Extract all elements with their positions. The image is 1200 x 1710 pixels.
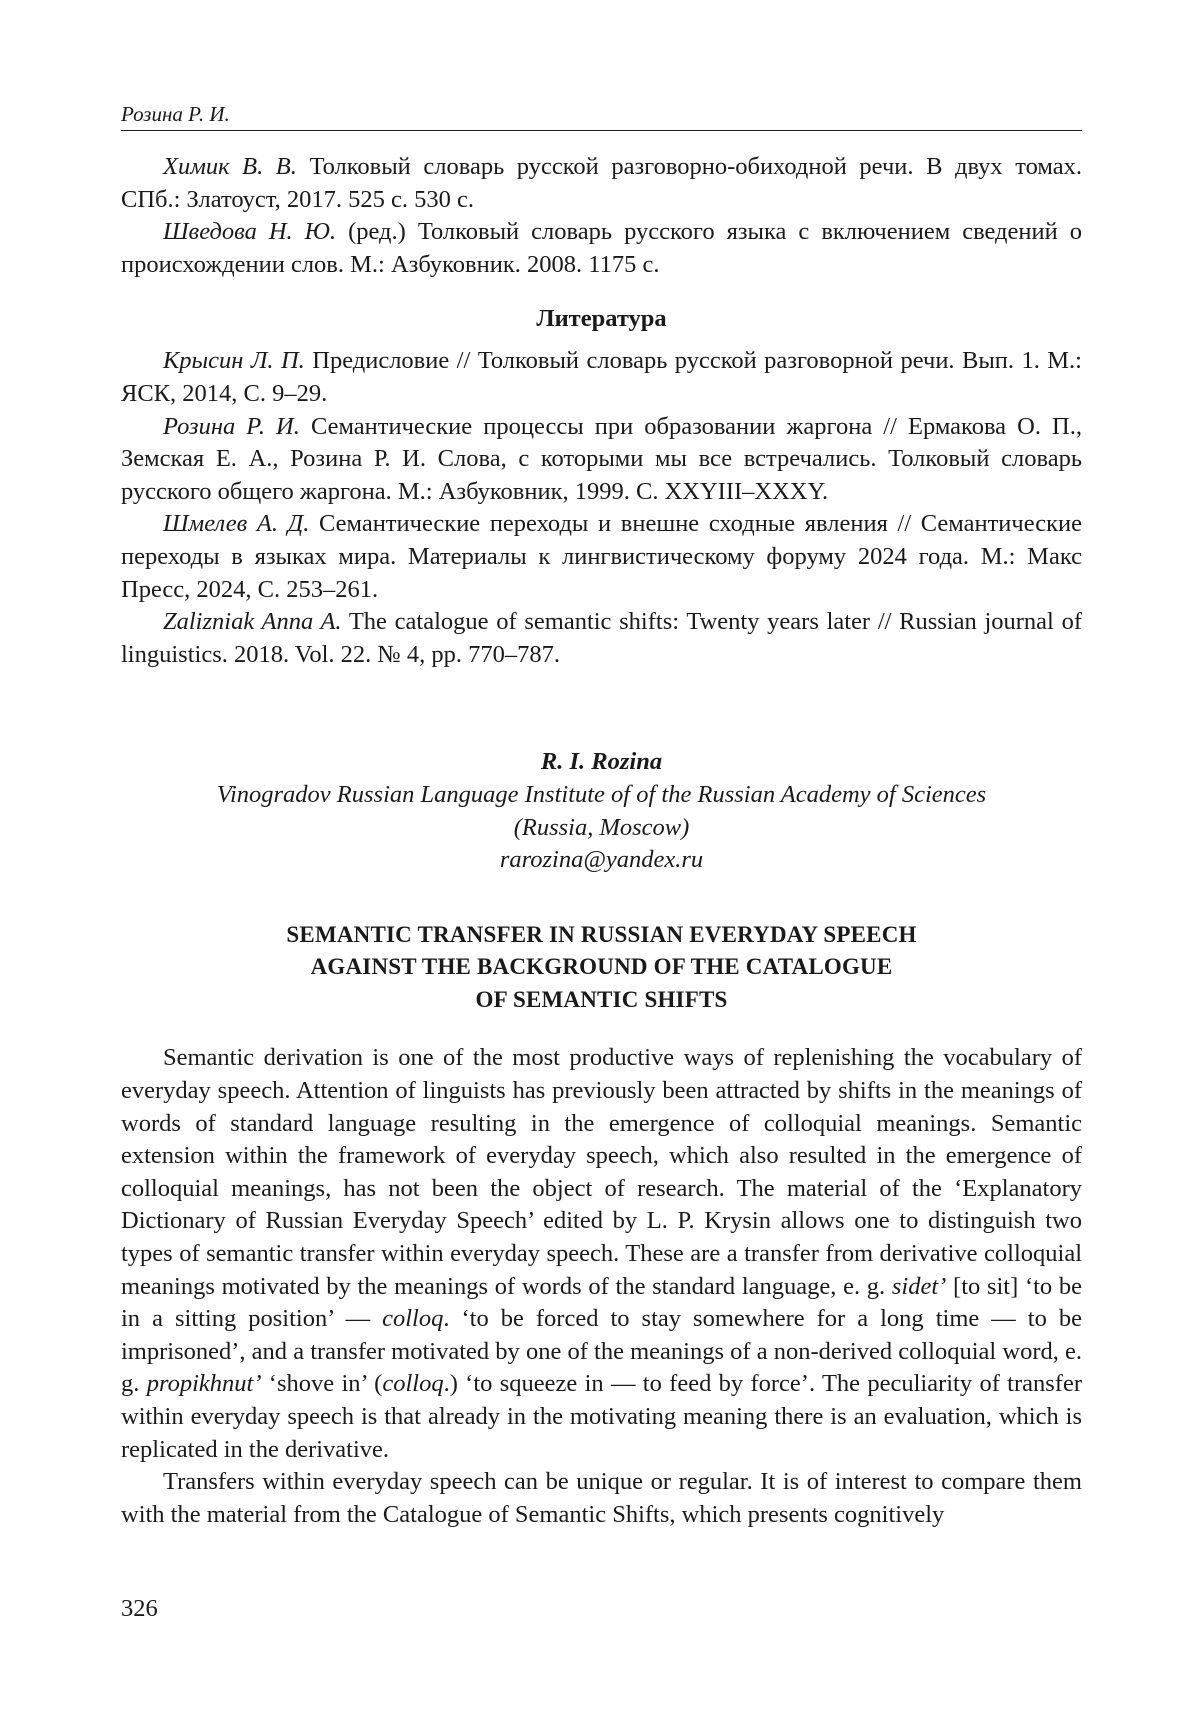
author-block: [121, 746, 1082, 876]
entry-author: Шведова Н. Ю.: [163, 218, 337, 246]
entry-text: (ред.) Толковый словарь русского языка с включением сведений о происхождении слов. М.: Азбуковник. 2008. 1175 с.: [121, 218, 1082, 278]
title-line: OF SEMANTIC SHIFTS: [475, 986, 728, 1012]
entry-author: Zalizniak Anna A.: [163, 608, 342, 636]
entry-text: Семантические переходы и внешне сходные явления // Семантические переходы в языках мира. Материалы к лингвистическому форуму 2024 года. М.: Макс Пресс, 2024, С. 253–261.: [121, 510, 1082, 603]
abstract-paragraph: Transfers within everyday speech can be unique or regular. It is of interest to compare them with the material from the Catalogue of Semantic Shifts, which presents cognitively: [121, 1468, 1082, 1528]
entry-author: Крысин Л. П.: [163, 347, 305, 375]
abstract-text: [to sit] ‘to be in a sitting position’ —: [121, 1272, 1082, 1333]
article-title: [121, 919, 1082, 1017]
abstract-paragraph: [121, 1042, 1082, 1466]
example-term: propikhnut’: [146, 1370, 262, 1398]
entry-author: Шмелев А. Д.: [163, 510, 310, 538]
source-entry: [121, 216, 1082, 281]
literature-entry: [121, 508, 1082, 606]
author-name: R. I. Rozina: [540, 748, 663, 776]
source-list: [121, 151, 1082, 281]
colloq-label: colloq: [382, 1305, 444, 1333]
abstract-text: . ‘to be forced to stay somewhere for a long time — to be imprisoned’, and a transfer motivated by one of the meanings of a non-derived colloquial word, e. g.: [121, 1305, 1082, 1398]
abstract: [121, 1042, 1082, 1531]
title-line: SEMANTIC TRANSFER IN RUSSIAN EVERYDAY SPEECH: [286, 921, 917, 947]
source-entry: [121, 151, 1082, 216]
literature-list: [121, 345, 1082, 671]
literature-entry: [121, 345, 1082, 410]
title-line: AGAINST THE BACKGROUND OF THE CATALOGUE: [310, 954, 893, 980]
literature-entry: [121, 411, 1082, 509]
example-term: sidet’: [891, 1272, 947, 1300]
abstract-text: Semantic derivation is one of the most productive ways of replenishing the vocabulary of everyday speech. Attention of linguists has previously been attracted by shifts in the meanings of words of standard language resulting in the emergence of colloquial meanings. Semantic extension within the framework of everyday speech, which also resulted in the emergence of colloquial meanings, has not been the object of research. The material of the ‘Explanatory Dictionary of Russian Everyday Speech’ edited by L. P. Krysin allows one to distinguish two types of semantic transfer within everyday speech. These are a transfer from derivative colloquial meanings motivated by the meanings of words of the standard language, e. g.: [121, 1044, 1082, 1300]
entry-text: The catalogue of semantic shifts: Twenty years later // Russian journal of linguistics. 2018. Vol. 22. № 4, pp. 770–787.: [121, 608, 1082, 668]
page-number: 326: [121, 1595, 158, 1622]
author-email: rarozina@yandex.ru: [499, 846, 704, 874]
literature-heading: Литература: [536, 305, 667, 333]
author-affiliation: Vinogradov Russian Language Institute of of the Russian Academy of Sciences: [216, 780, 987, 808]
page: [121, 100, 1082, 1531]
author-location: (Russia, Moscow): [513, 813, 690, 841]
running-head: Розина Р. И.: [121, 100, 1082, 131]
colloq-label: colloq: [382, 1370, 444, 1398]
entry-text: Толковый словарь русской разговорно-обиходной речи. В двух томах. СПб.: Златоуст, 2017. 525 с. 530 с.: [121, 153, 1082, 213]
entry-author: Химик В. В.: [163, 153, 297, 180]
entry-text: Предисловие // Толковый словарь русской разговорной речи. Вып. 1. М.: ЯСК, 2014, С. 9–29.: [121, 347, 1082, 407]
entry-text: Семантические процессы при образовании жаргона // Ермакова О. П., Земская Е. А., Розина Р. И. Слова, с которыми мы все встречались. Толковый словарь русского общего жаргона. М.: Азбуковник, 1999. С. XXYIII–XXXY.: [121, 412, 1082, 505]
abstract-text: ‘shove in’ (: [261, 1370, 383, 1398]
literature-entry: [121, 606, 1082, 671]
entry-author: Розина Р. И.: [163, 412, 300, 440]
abstract-text: .) ‘to squeeze in — to feed by force’. The peculiarity of transfer within everyday speech is that already in the motivating meaning there is an evaluation, which is replicated in the derivative.: [121, 1370, 1082, 1463]
